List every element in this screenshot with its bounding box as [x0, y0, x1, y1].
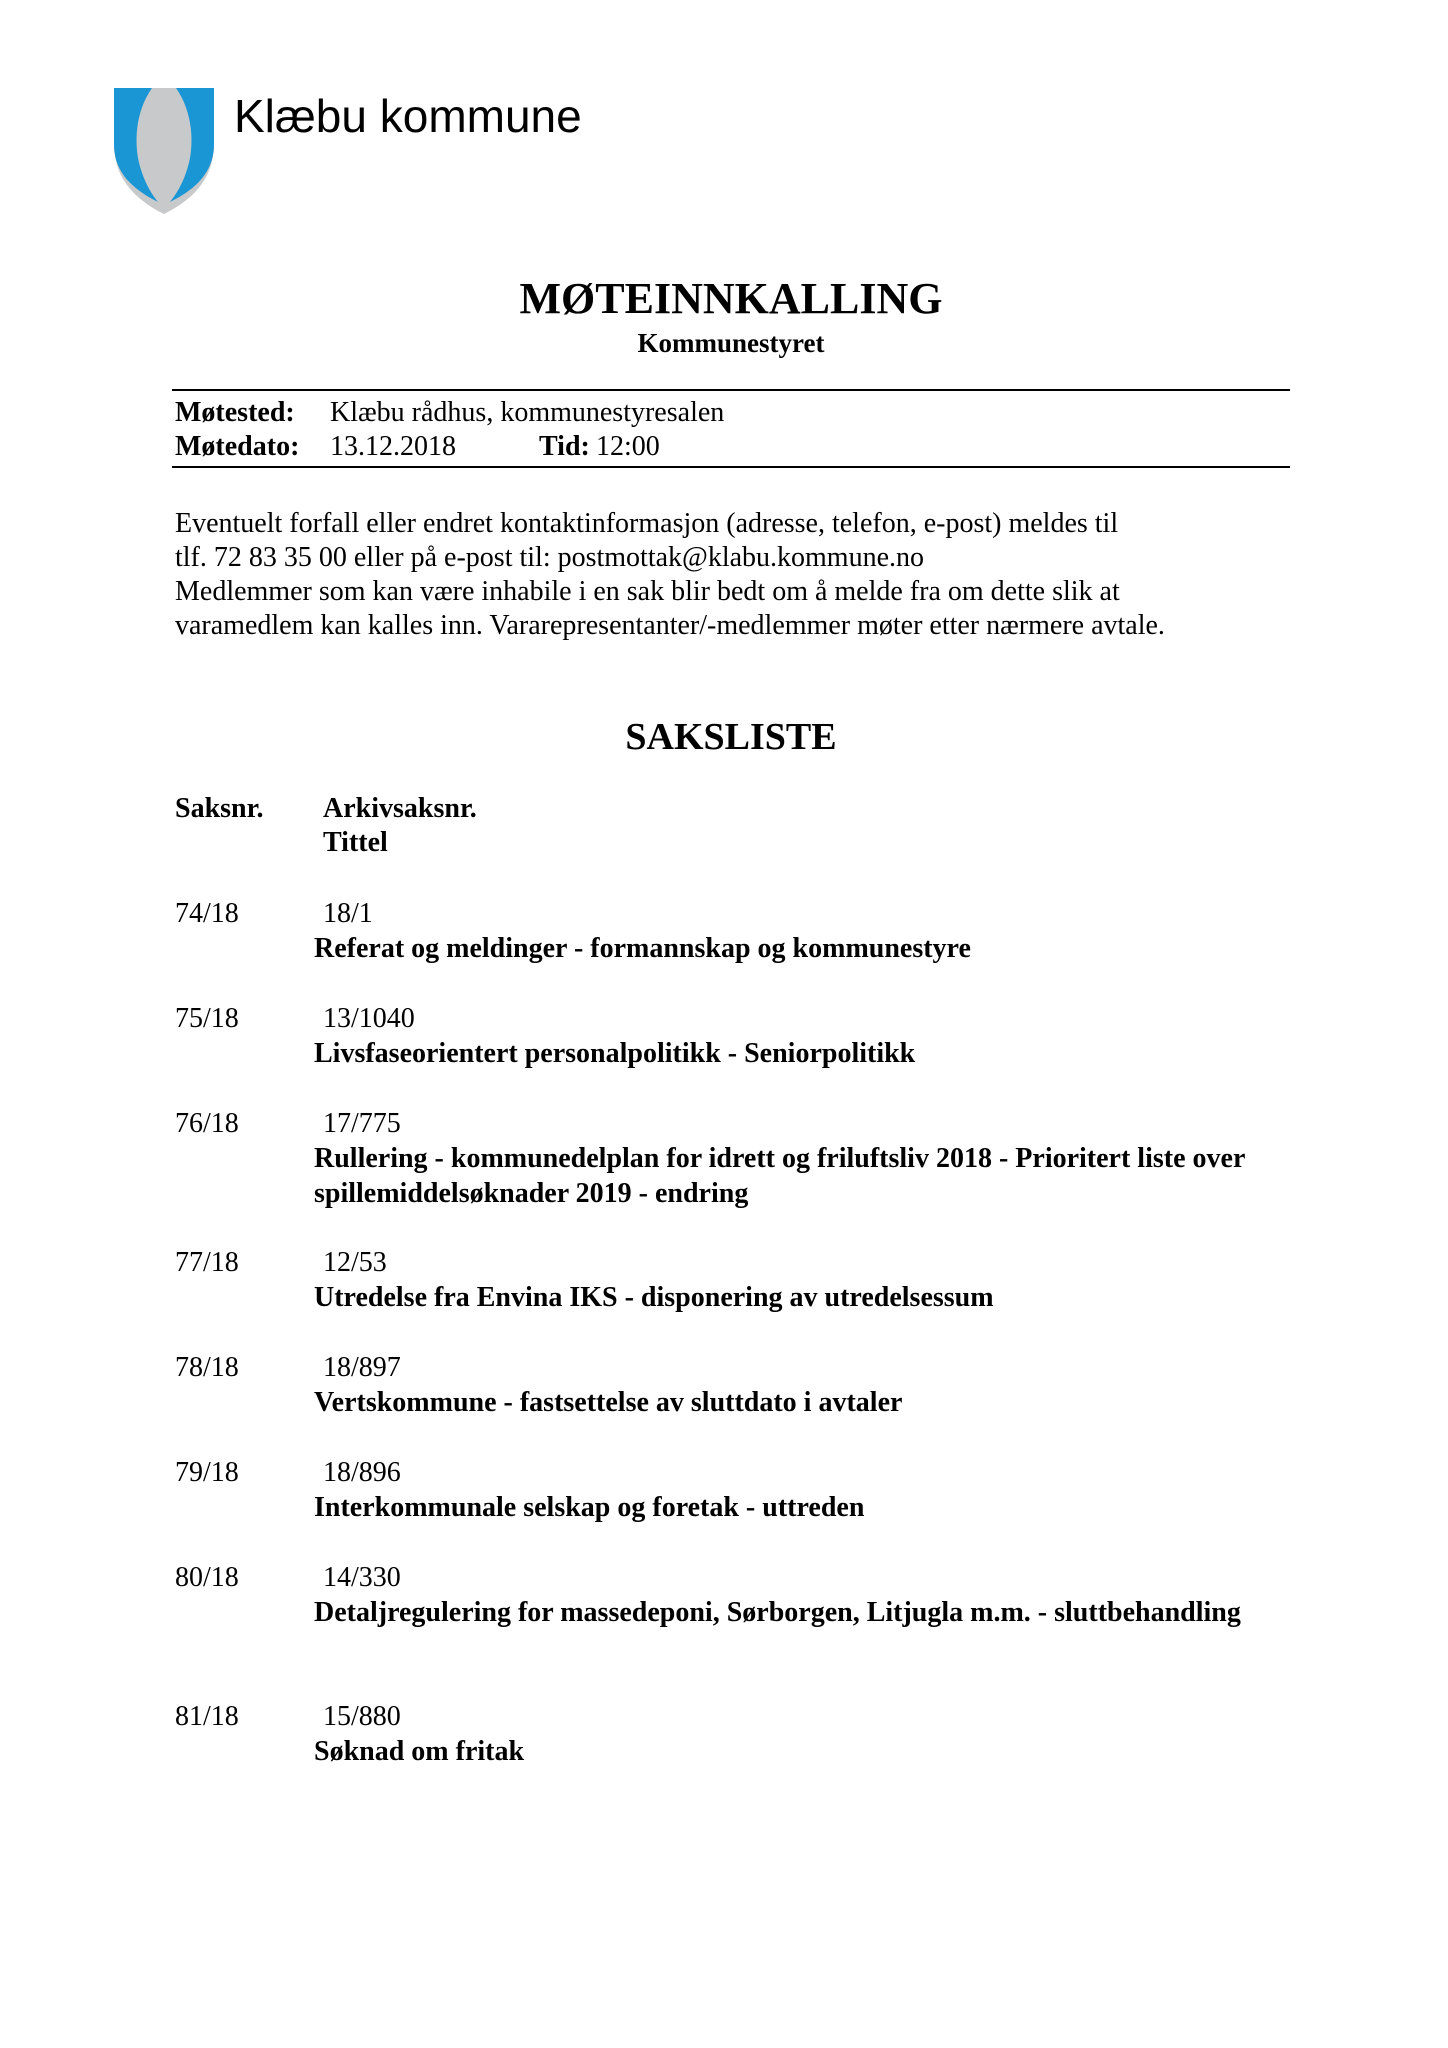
agenda-item-arkivsaksnr: 14/330 — [323, 1562, 401, 1593]
klaebu-coat-of-arms-logo — [112, 86, 216, 216]
agenda-item-saksnr: 77/18 — [175, 1247, 239, 1278]
meeting-time-value: 12:00 — [596, 431, 660, 462]
agenda-item-title: Vertskommune - fastsettelse av sluttdato i avtaler — [314, 1387, 903, 1418]
agenda-item-arkivsaksnr: 12/53 — [323, 1247, 387, 1278]
agenda-item-arkivsaksnr: 17/775 — [323, 1108, 401, 1139]
document-title: MØTEINNKALLING — [519, 274, 943, 323]
agenda-item-title: Utredelse fra Envina IKS - disponering av utredelsessum — [314, 1282, 994, 1313]
agenda-item-saksnr: 78/18 — [175, 1352, 239, 1383]
meeting-date-value: 13.12.2018 — [330, 431, 456, 462]
agenda-item-title: Søknad om fritak — [314, 1736, 525, 1767]
agenda-item-saksnr: 75/18 — [175, 1003, 239, 1034]
agenda-item-arkivsaksnr: 18/1 — [323, 898, 373, 929]
meeting-time-label: Tid: — [539, 431, 590, 462]
column-header-saksnr: Saksnr. — [175, 793, 264, 824]
divider-bottom — [172, 466, 1290, 468]
organization-name: Klæbu kommune — [234, 90, 582, 142]
meeting-date-label: Møtedato: — [175, 431, 300, 462]
agenda-item-saksnr: 76/18 — [175, 1108, 239, 1139]
agenda-item-title: Rullering - kommunedelplan for idrett og friluftsliv 2018 - Prioritert liste over spillemiddelsøknader 2019 - endring — [314, 1143, 1245, 1209]
info-line: Medlemmer som kan være inhabile i en sak blir bedt om å melde fra om dette slik at — [175, 576, 1120, 607]
document-subtitle: Kommunestyret — [637, 328, 825, 358]
meeting-place-label: Møtested: — [175, 397, 295, 428]
divider-top — [172, 389, 1290, 391]
agenda-item-title: Referat og meldinger - formannskap og kommunestyre — [314, 933, 971, 964]
agenda-item-title: Interkommunale selskap og foretak - uttreden — [314, 1492, 865, 1523]
agenda-item-arkivsaksnr: 18/896 — [323, 1457, 401, 1488]
agenda-item-title: Detaljregulering for massedeponi, Sørborgen, Litjugla m.m. - sluttbehandling — [314, 1597, 1241, 1628]
info-line: tlf. 72 83 35 00 eller på e-post til: postmottak@klabu.kommune.no — [175, 542, 925, 573]
info-line: Eventuelt forfall eller endret kontaktinformasjon (adresse, telefon, e-post) meldes til — [175, 508, 1119, 539]
agenda-item-saksnr: 81/18 — [175, 1701, 239, 1732]
column-header-arkivsaksnr: Arkivsaksnr. — [323, 793, 477, 824]
agenda-item-saksnr: 80/18 — [175, 1562, 239, 1593]
agenda-item-arkivsaksnr: 15/880 — [323, 1701, 401, 1732]
agenda-item-arkivsaksnr: 18/897 — [323, 1352, 401, 1383]
contact-info-paragraph — [175, 507, 1315, 643]
agenda-item-arkivsaksnr: 13/1040 — [323, 1003, 415, 1034]
column-header-tittel: Tittel — [323, 827, 388, 858]
agenda-item-title: Livsfaseorientert personalpolitikk - Seniorpolitikk — [314, 1038, 916, 1069]
agenda-item-saksnr: 74/18 — [175, 898, 239, 929]
meeting-place-value: Klæbu rådhus, kommunestyresalen — [330, 397, 725, 428]
saksliste-heading: SAKSLISTE — [625, 716, 837, 758]
agenda-item-saksnr: 79/18 — [175, 1457, 239, 1488]
info-line: varamedlem kan kalles inn. Vararepresentanter/-medlemmer møter etter nærmere avtale. — [175, 610, 1165, 641]
